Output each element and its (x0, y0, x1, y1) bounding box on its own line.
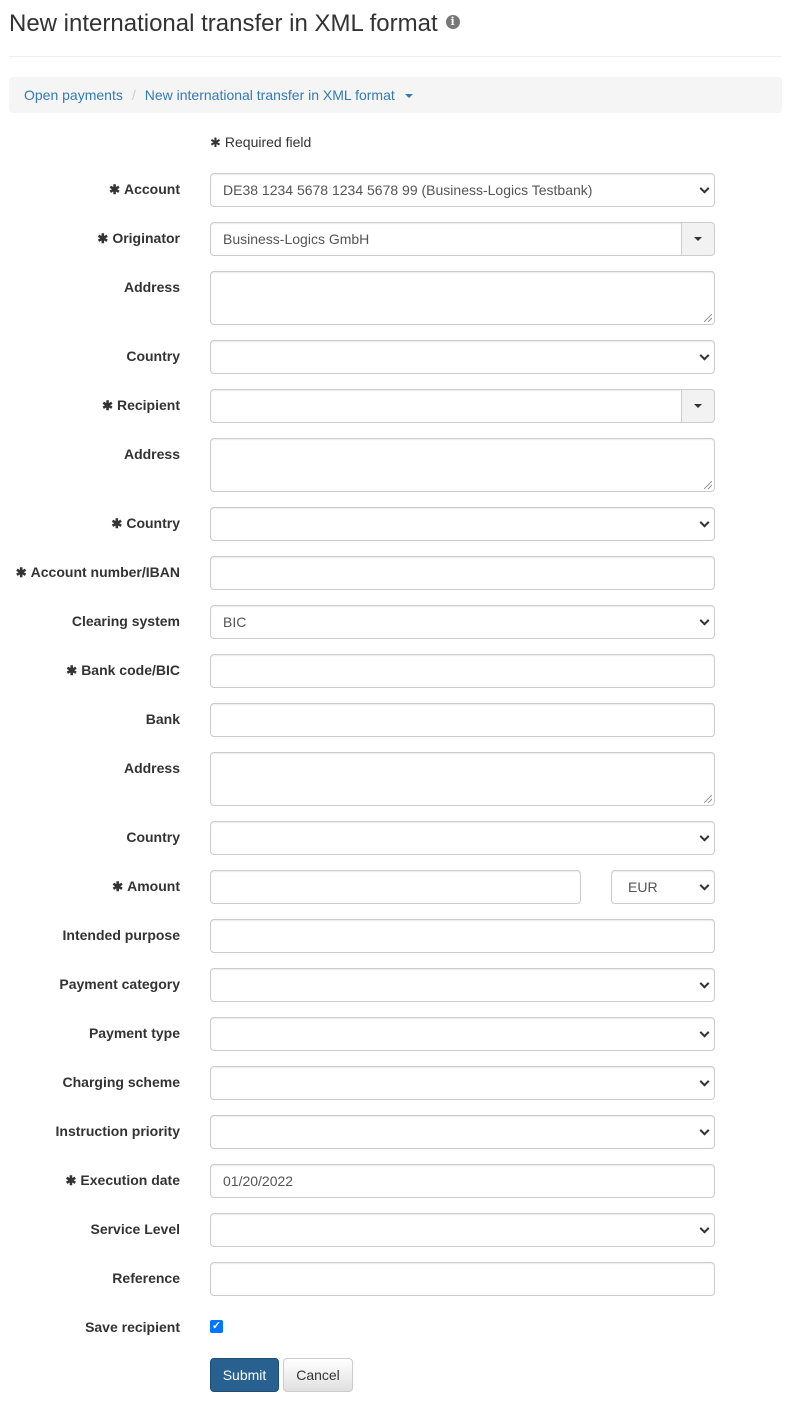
clearing-system-label: Clearing system (71, 613, 180, 629)
chevron-down-icon (700, 1077, 710, 1087)
execution-date-label (66, 1172, 181, 1189)
submit-button[interactable]: Submit (210, 1358, 279, 1392)
charging-scheme-select[interactable] (210, 1066, 715, 1100)
chevron-down-icon (700, 351, 710, 361)
currency-value: EUR (628, 879, 658, 895)
bic-label-text: Bank code/BIC (81, 662, 180, 678)
originator-address-label: Address (123, 279, 180, 295)
amount-label (112, 878, 180, 895)
execution-date-label-text: Execution date (80, 1172, 180, 1188)
recipient-combobox[interactable] (210, 389, 715, 423)
breadcrumb-current-page[interactable] (145, 87, 413, 103)
service-level-label: Service Level (90, 1221, 180, 1237)
breadcrumb-current-label: New international transfer in XML format (144, 87, 395, 103)
required-star-icon: ✱ (97, 231, 109, 246)
required-star-icon: ✱ (210, 135, 221, 150)
resize-grip-icon[interactable] (704, 481, 712, 489)
clearing-system-select[interactable] (210, 605, 715, 639)
bank-label: Bank (145, 711, 180, 727)
chevron-down-icon (700, 518, 710, 528)
intended-purpose-input[interactable] (210, 919, 715, 953)
recipient-country-label (111, 515, 180, 532)
reference-input[interactable] (210, 1262, 715, 1296)
intended-purpose-label: Intended purpose (62, 927, 180, 943)
chevron-down-icon (700, 881, 710, 891)
instruction-priority-select[interactable] (210, 1115, 715, 1149)
required-note-text: Required field (224, 134, 312, 150)
recipient-address-label: Address (123, 446, 180, 462)
amount-input[interactable] (210, 870, 581, 904)
caret-down-icon (405, 94, 413, 98)
resize-grip-icon[interactable] (704, 314, 712, 322)
page-title (9, 9, 460, 39)
chevron-down-icon (700, 1028, 710, 1038)
execution-date-input[interactable] (210, 1164, 715, 1198)
bank-address-textarea[interactable] (210, 752, 715, 806)
originator-country-select[interactable] (210, 340, 715, 374)
chevron-down-icon (700, 979, 710, 989)
bank-country-select[interactable] (210, 821, 715, 855)
reference-label: Reference (112, 1270, 180, 1286)
recipient-dropdown-button[interactable] (681, 389, 715, 423)
execution-date-value: 01/20/2022 (223, 1173, 294, 1189)
required-star-icon: ✱ (111, 516, 123, 531)
breadcrumb-open-payments[interactable]: Open payments (24, 87, 123, 103)
required-field-note (210, 134, 311, 151)
originator-input-value: Business-Logics GmbH (223, 231, 370, 247)
bank-input[interactable] (210, 703, 715, 737)
charging-scheme-label: Charging scheme (62, 1074, 180, 1090)
cancel-button[interactable]: Cancel (283, 1358, 353, 1392)
recipient-label-text: Recipient (116, 397, 180, 413)
required-star-icon: ✱ (15, 565, 27, 580)
payment-category-select[interactable] (210, 968, 715, 1002)
chevron-down-icon (700, 832, 710, 842)
iban-label-text: Account number/IBAN (30, 564, 180, 580)
caret-down-icon (694, 237, 702, 241)
bank-country-label: Country (126, 829, 180, 845)
save-recipient-checkbox[interactable]: ✓ (211, 1320, 222, 1332)
currency-select[interactable] (611, 870, 715, 904)
originator-label-text: Originator (112, 230, 180, 246)
bank-address-label: Address (123, 760, 180, 776)
service-level-select[interactable] (210, 1213, 715, 1247)
required-star-icon: ✱ (102, 398, 113, 413)
iban-input[interactable] (210, 556, 715, 590)
recipient-label (102, 397, 180, 414)
required-star-icon: ✱ (112, 879, 124, 894)
page-title-text: New international transfer in XML format (9, 10, 438, 37)
recipient-address-textarea[interactable] (210, 438, 715, 492)
originator-label (97, 230, 180, 247)
clearing-system-value: BIC (223, 614, 247, 630)
originator-address-textarea[interactable] (210, 271, 715, 325)
account-label-text: Account (124, 181, 180, 197)
payment-type-select[interactable] (210, 1017, 715, 1051)
account-label (109, 181, 180, 198)
save-recipient-label: Save recipient (85, 1319, 180, 1335)
chevron-down-icon (700, 1224, 710, 1234)
resize-grip-icon[interactable] (704, 795, 712, 803)
bic-input[interactable] (210, 654, 715, 688)
payment-category-label: Payment category (59, 976, 180, 992)
required-star-icon: ✱ (65, 1173, 77, 1188)
recipient-country-select[interactable] (210, 507, 715, 541)
info-icon[interactable]: i (446, 15, 460, 29)
iban-label (16, 564, 180, 581)
originator-combobox[interactable] (210, 222, 715, 256)
originator-dropdown-button[interactable] (681, 222, 715, 256)
required-star-icon: ✱ (66, 663, 78, 678)
page-header (9, 0, 782, 57)
bic-label (66, 662, 180, 679)
payment-type-label: Payment type (88, 1025, 180, 1041)
instruction-priority-label: Instruction priority (55, 1123, 180, 1139)
account-select-value: DE38 1234 5678 1234 5678 99 (Business-Logics Testbank) (223, 182, 593, 198)
breadcrumb-separator: / (131, 87, 136, 103)
caret-down-icon (694, 404, 702, 408)
breadcrumb (9, 77, 782, 113)
originator-country-label: Country (126, 348, 180, 364)
required-star-icon: ✱ (109, 182, 120, 197)
chevron-down-icon (700, 1126, 710, 1136)
chevron-down-icon (700, 616, 710, 626)
recipient-country-label-text: Country (126, 515, 180, 531)
account-select[interactable] (210, 173, 715, 207)
amount-label-text: Amount (127, 878, 180, 894)
chevron-down-icon (700, 184, 710, 194)
